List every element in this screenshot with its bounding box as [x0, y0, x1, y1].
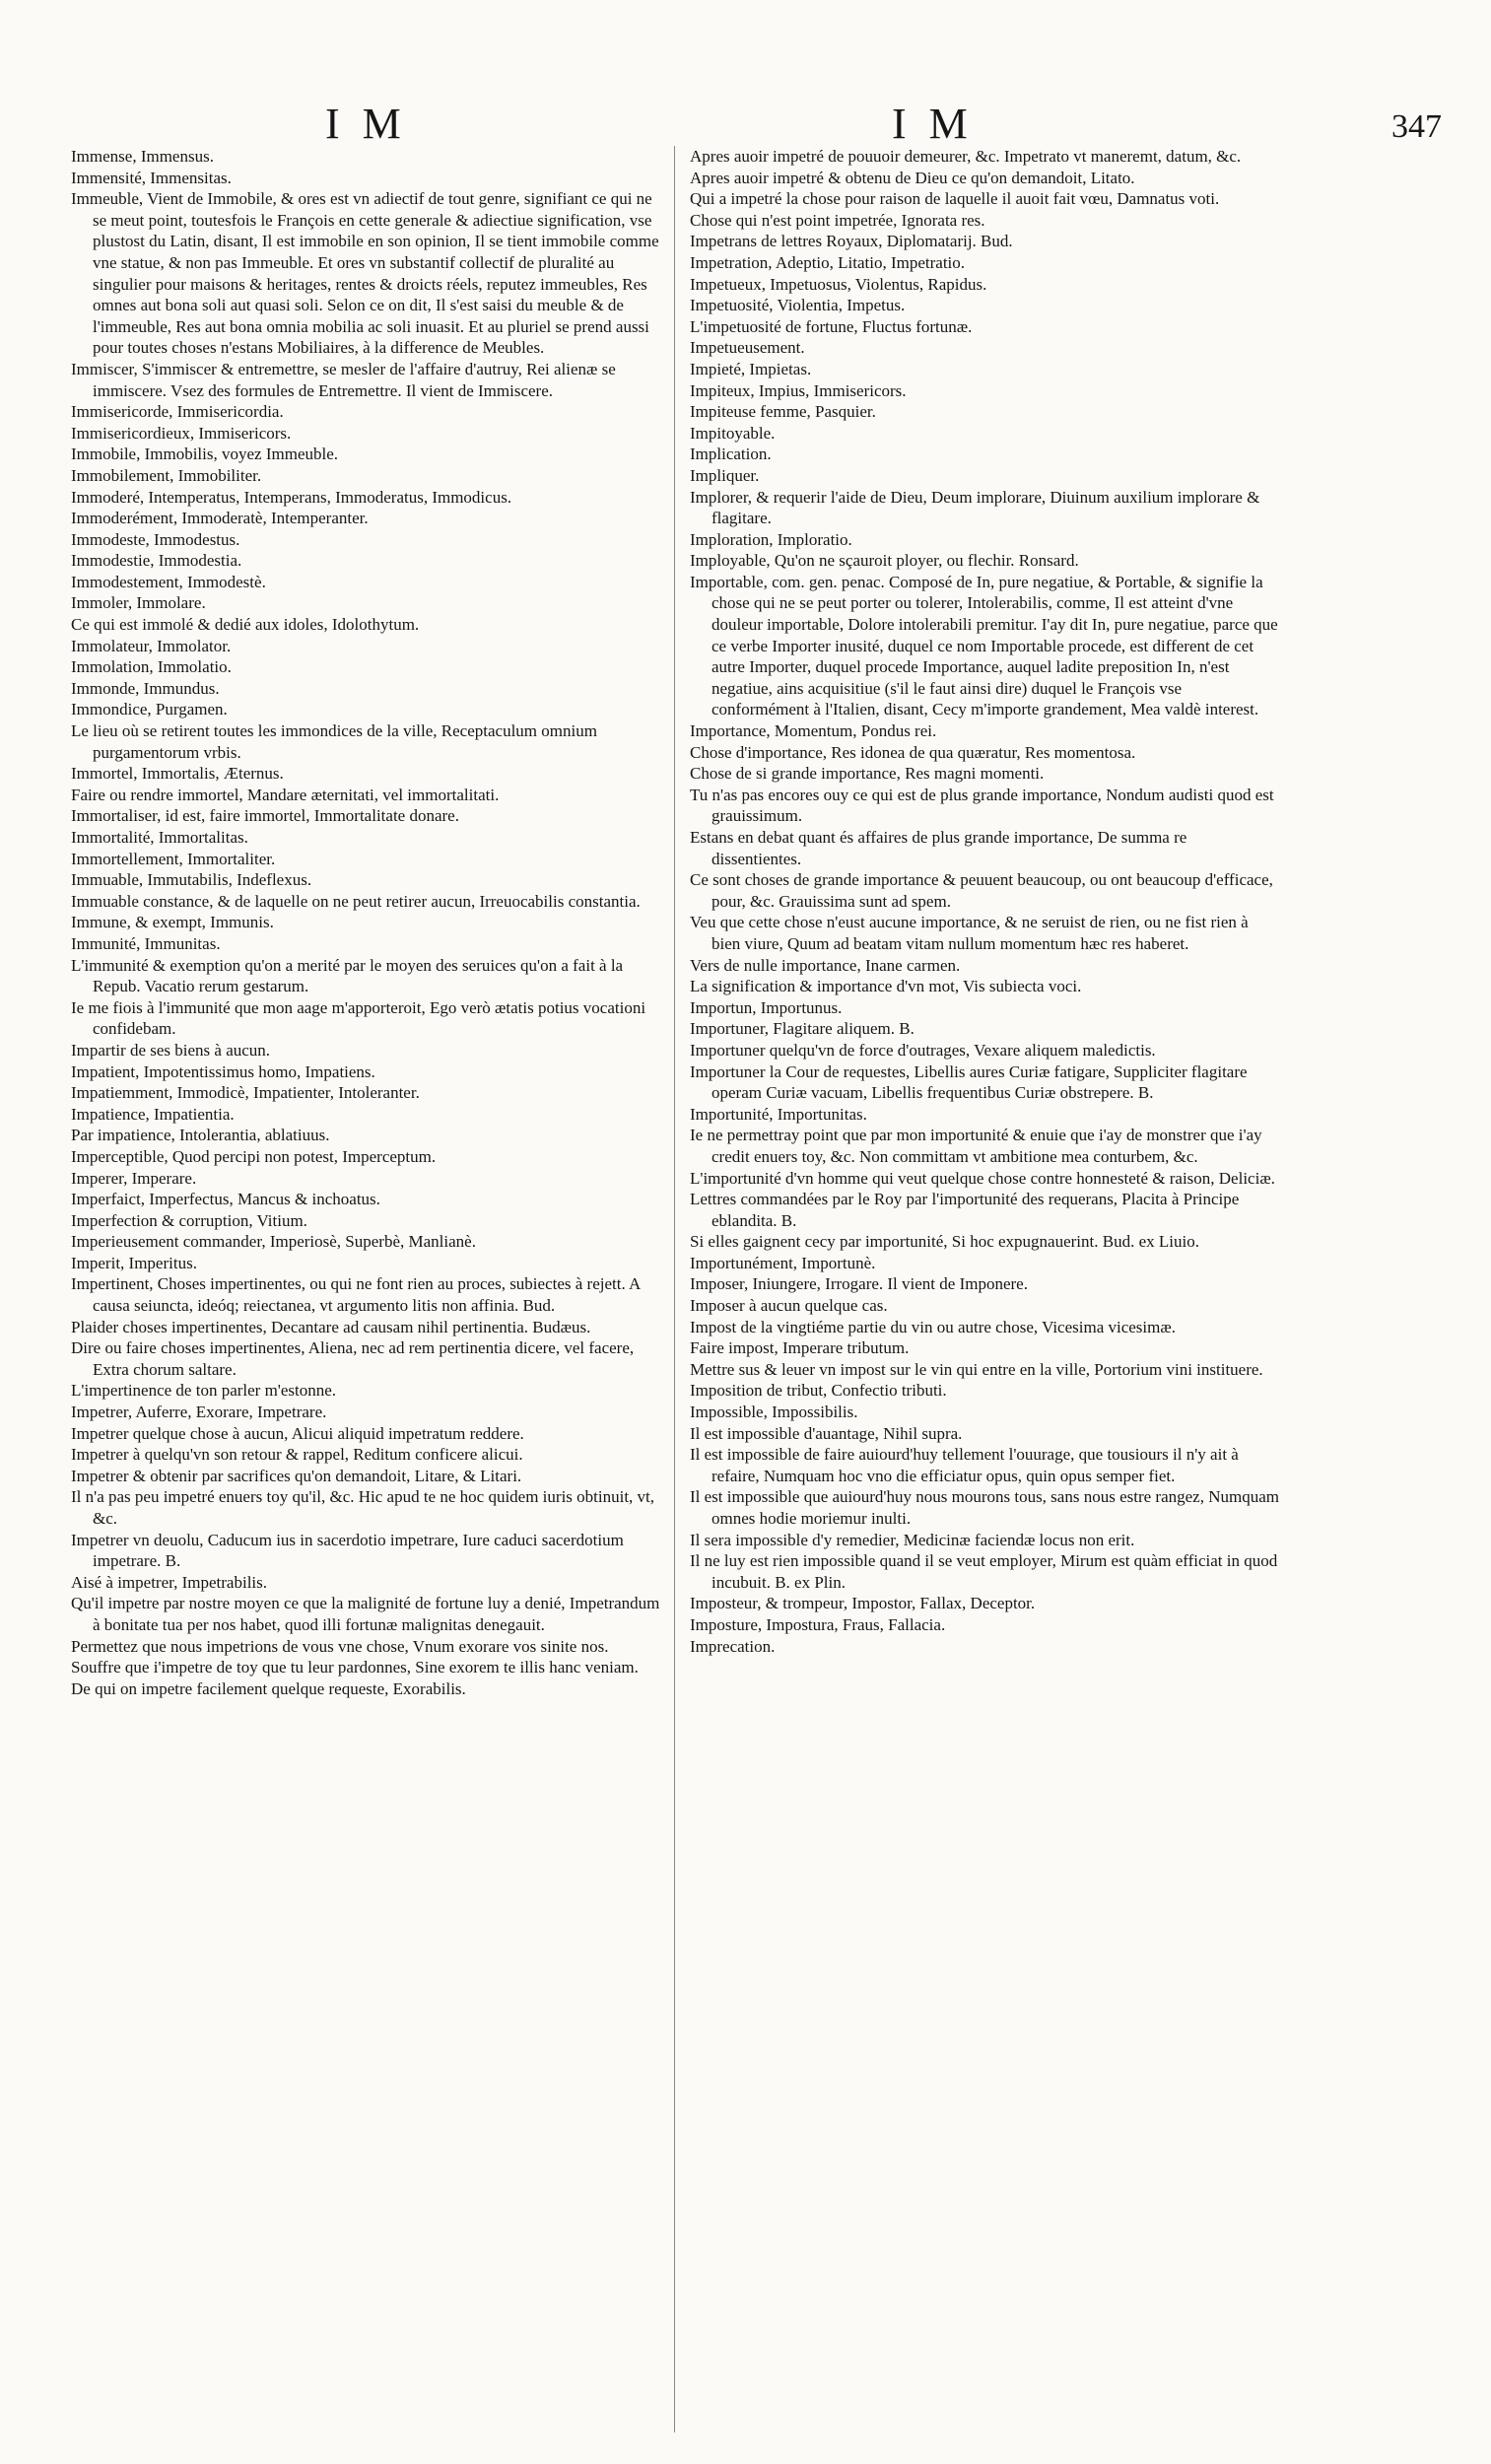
dictionary-entry: Il est impossible de faire auiourd'huy tellement l'ouurage, que tousiours il n'y ait à refaire, Numquam hoc vno die efficiatur opus, quin opus semper fiet. [690, 1445, 1239, 1485]
dictionary-entry: Implication. [690, 445, 772, 464]
dictionary-entry: Imperer, Imperare. [71, 1168, 197, 1188]
dictionary-entry: Immuable constance, & de laquelle on ne peut retirer aucun, Irreuocabilis constantia. [71, 891, 641, 911]
dictionary-entry: Impetrans de lettres Royaux, Diplomatarij. Bud. [690, 232, 1013, 251]
dictionary-entry: Il est impossible que auiourd'huy nous mourons tous, sans nous estre rangez, Numquam omnes hodie moriemur inulti. [690, 1487, 1279, 1528]
dictionary-entry: Apres auoir impetré de pouuoir demeurer, &c. Impetrato vt maneremt, datum, &c. [690, 147, 1242, 166]
dictionary-entry: Le lieu où se retirent toutes les immondices de la ville, Receptaculum omnium purgamentorum vrbis. [71, 721, 597, 762]
left-column [71, 146, 667, 2432]
dictionary-entry: Impetueusement. [690, 338, 805, 358]
dictionary-entry: Ie me fiois à l'immunité que mon aage m'apporteroit, Ego verò ætatis potius vocationi confidebam. [71, 997, 646, 1039]
dictionary-entry: Impetrer, Auferre, Exorare, Impetrare. [71, 1403, 327, 1422]
dictionary-entry: Impetrer vn deuolu, Caducum ius in sacerdotio impetrare, Iure caduci sacerdotium impetrare. B. [71, 1530, 624, 1571]
dictionary-entry: L'immunité & exemption qu'on a merité par le moyen des seruices qu'on a fait à la Repub. Vacatio rerum gestarum. [71, 955, 624, 996]
dictionary-entry: Importunément, Importunè. [690, 1253, 876, 1272]
dictionary-entry: Impetrer à quelqu'vn son retour & rappel, Reditum conficere alicui. [71, 1445, 523, 1465]
dictionary-entry: Ce sont choses de grande importance & peuuent beaucoup, ou ont beaucoup d'efficace, pour, &c. Grauissima sunt ad spem. [690, 870, 1273, 911]
dictionary-entry: Veu que cette chose n'eust aucune importance, & ne seruist de rien, ou ne fist rien à bien viure, Quum ad beatam vitam nullum momentum hæc res haberet. [690, 913, 1249, 953]
dictionary-entry: Il est impossible d'auantage, Nihil supra. [690, 1423, 963, 1443]
dictionary-entry: Immortel, Immortalis, Æternus. [71, 764, 284, 784]
dictionary-entry: Impliquer. [690, 465, 760, 485]
dictionary-entry: Imploration, Imploratio. [690, 529, 852, 549]
dictionary-entry: Implorer, & requerir l'aide de Dieu, Deum implorare, Diuinum auxilium implorare & flagitare. [690, 487, 1260, 528]
dictionary-entry: Importunité, Importunitas. [690, 1104, 867, 1124]
dictionary-entry: Immisericorde, Immisericordia. [71, 402, 284, 422]
dictionary-entry: Imposture, Impostura, Fraus, Fallacia. [690, 1614, 946, 1634]
dictionary-entry: Immobile, Immobilis, voyez Immeuble. [71, 445, 339, 464]
column-divider [674, 146, 675, 2432]
dictionary-entry: Immense, Immensus. [71, 147, 214, 166]
dictionary-entry: Impetueux, Impetuosus, Violentus, Rapidus. [690, 274, 987, 294]
dictionary-entry: Il sera impossible d'y remedier, Medicinæ faciendæ locus non erit. [690, 1530, 1135, 1549]
dictionary-entry: Impertinent, Choses impertinentes, ou qui ne font rien au proces, subiectes à rejett. A causa seiuncta, ideóq; reiectanea, vt argumento litis non affinia. Bud. [71, 1274, 641, 1316]
dictionary-entry: Impossible, Impossibilis. [690, 1403, 858, 1422]
dictionary-entry: Impitoyable. [690, 423, 776, 443]
dictionary-entry: Immunité, Immunitas. [71, 933, 221, 953]
dictionary-entry: Chose de si grande importance, Res magni momenti. [690, 764, 1045, 784]
right-column [690, 146, 1279, 2432]
dictionary-entry: Faire ou rendre immortel, Mandare æternitati, vel immortalitati. [71, 785, 500, 804]
dictionary-entry: Immuable, Immutabilis, Indeflexus. [71, 870, 312, 890]
dictionary-entry: L'importunité d'vn homme qui veut quelque chose contre honnesteté & raison, Deliciæ. [690, 1168, 1275, 1188]
dictionary-entry: Imperit, Imperitus. [71, 1253, 197, 1272]
dictionary-entry: Par impatience, Intolerantia, ablatiuus. [71, 1126, 330, 1145]
dictionary-entry: Immodestie, Immodestia. [71, 551, 242, 571]
dictionary-entry: Immondice, Purgamen. [71, 700, 228, 719]
dictionary-entry: Ie ne permettray point que par mon importunité & enuie que i'ay de monstrer que i'ay credit enuers toy, &c. Non committam vt ambitione mea conturbem, &c. [690, 1126, 1262, 1166]
dictionary-entry: La signification & importance d'vn mot, Vis subiecta voci. [690, 977, 1082, 996]
running-head-left: I M [325, 100, 407, 148]
dictionary-entry: Impetrer quelque chose à aucun, Alicui aliquid impetratum reddere. [71, 1423, 524, 1443]
dictionary-entry: Immensité, Immensitas. [71, 168, 232, 187]
dictionary-entry: Impatient, Impotentissimus homo, Impatiens. [71, 1061, 375, 1081]
dictionary-entry: Immortalité, Immortalitas. [71, 828, 248, 847]
dictionary-entry: Immodestement, Immodestè. [71, 572, 266, 591]
dictionary-entry: Imperieusement commander, Imperiosè, Superbè, Manlianè. [71, 1232, 476, 1252]
dictionary-entry: Tu n'as pas encores ouy ce qui est de plus grande importance, Nondum audisti quod est grauissimum. [690, 785, 1274, 826]
dictionary-entry: Immoderé, Intemperatus, Intemperans, Immoderatus, Immodicus. [71, 487, 512, 507]
dictionary-entry: Chose d'importance, Res idonea de qua quæratur, Res momentosa. [690, 742, 1136, 762]
dictionary-entry: Immiscer, S'immiscer & entremettre, se mesler de l'affaire d'autruy, Rei alienæ se immiscere. Vsez des formules de Entremettre. Il vient de Immiscere. [71, 359, 616, 400]
dictionary-entry: Importable, com. gen. penac. Composé de In, pure negatiue, & Portable, & signifie la chose qui ne se peut porter ou tolerer, Intolerabilis, comme, Il est atteint d'vne douleur importable, Dolore intolerabili premitur. I'ay dit In, pure negatiue, parce que ce verbe Importer inusité, duquel ce nom Importable procede, est different de cet autre Importer, duquel procede Importance, auquel ladite preposition In, n'est negatiue, ains acquisitiue (s'il le faut ainsi dire) duquel le François vse conformément à l'Italien, disant, Cecy m'importe grandement, Mea valdè interest. [690, 572, 1278, 719]
dictionary-entry: Aisé à impetrer, Impetrabilis. [71, 1572, 268, 1592]
dictionary-entry: Immisericordieux, Immisericors. [71, 423, 292, 443]
dictionary-entry: Mettre sus & leuer vn impost sur le vin qui entre en la ville, Portorium vini instituere. [690, 1359, 1263, 1379]
dictionary-entry: Immoderément, Immoderatè, Intemperanter. [71, 509, 369, 528]
dictionary-entry: Souffre que i'impetre de toy que tu leur pardonnes, Sine exorem te illis hanc veniam. [71, 1658, 639, 1677]
dictionary-entry: Il ne luy est rien impossible quand il se veut employer, Mirum est quàm efficiat in quod incubuit. B. ex Plin. [690, 1551, 1278, 1592]
dictionary-entry: Impatience, Impatientia. [71, 1104, 235, 1124]
dictionary-entry: Imperfection & corruption, Vitium. [71, 1210, 307, 1230]
dictionary-entry: Impatiemment, Immodicè, Impatienter, Intoleranter. [71, 1083, 420, 1103]
dictionary-entry: Chose qui n'est point impetrée, Ignorata res. [690, 210, 985, 230]
dictionary-entry: Immolation, Immolatio. [71, 657, 232, 677]
running-head-right: I M [892, 100, 974, 148]
dictionary-entry: Impiteux, Impius, Immisericors. [690, 380, 907, 400]
dictionary-entry: Lettres commandées par le Roy par l'importunité des requerans, Placita à Principe eblandita. B. [690, 1190, 1240, 1230]
dictionary-entry: Qui a impetré la chose pour raison de laquelle il auoit fait vœu, Damnatus voti. [690, 189, 1220, 209]
dictionary-entry: Importuner la Cour de requestes, Libellis aures Curiæ fatigare, Suppliciter flagitare operam Curiæ vacuam, Libellis frequentibus Curiæ obstrepere. B. [690, 1061, 1248, 1103]
dictionary-entry: Importuner quelqu'vn de force d'outrages, Vexare aliquem maledictis. [690, 1040, 1156, 1060]
dictionary-entry: Imposteur, & trompeur, Impostor, Fallax, Deceptor. [690, 1594, 1036, 1613]
dictionary-entry: Immoler, Immolare. [71, 593, 206, 613]
dictionary-entry: Si elles gaignent cecy par importunité, Si hoc expugnauerint. Bud. ex Liuio. [690, 1232, 1199, 1252]
dictionary-entry: Imposition de tribut, Confectio tributi. [690, 1381, 947, 1401]
dictionary-entry: Impiteuse femme, Pasquier. [690, 402, 876, 422]
dictionary-entry: Immodeste, Immodestus. [71, 529, 240, 549]
dictionary-entry: Immeuble, Vient de Immobile, & ores est vn adiectif de tout genre, signifiant ce qui ne se meut point, toutesfois le François en cette generale & adiectiue signification, vse plustost du Latin, disant, Il est immobile en son opinion, Il se tient immobile comme vne statue, & non pas Immeuble. Et ores vn substantif collectif de pluralité au singulier pour maisons & heritages, rentes & droicts réels, reputez immeubles, Res omnes aut bona soli aut quasi soli. Selon ce on dit, Il s'est saisi du meuble & de l'immeuble, Res aut bona omnia mobilia ac soli inuasit. Et au pluriel se prend aussi pour toutes choses n'estans Mobiliaires, à la difference de Meubles. [71, 189, 659, 358]
dictionary-entry: Imployable, Qu'on ne sçauroit ployer, ou flechir. Ronsard. [690, 551, 1079, 571]
dictionary-entry: Imposer, Iniungere, Irrogare. Il vient de Imponere. [690, 1274, 1028, 1294]
dictionary-entry: Apres auoir impetré & obtenu de Dieu ce qu'on demandoit, Litato. [690, 168, 1135, 187]
dictionary-entry: Permettez que nous impetrions de vous vne chose, Vnum exorare vos sinite nos. [71, 1636, 609, 1656]
dictionary-entry: Immolateur, Immolator. [71, 636, 232, 655]
dictionary-entry: Impetrer & obtenir par sacrifices qu'on demandoit, Litare, & Litari. [71, 1466, 522, 1485]
dictionary-entry: Dire ou faire choses impertinentes, Aliena, nec ad rem pertinentia dicere, vel facere, Extra chorum saltare. [71, 1338, 635, 1379]
dictionary-entry: Importance, Momentum, Pondus rei. [690, 721, 937, 741]
dictionary-entry: Importuner, Flagitare aliquem. B. [690, 1019, 915, 1039]
dictionary-entry: Impartir de ses biens à aucun. [71, 1040, 271, 1060]
dictionary-entry: Faire impost, Imperare tributum. [690, 1338, 910, 1358]
dictionary-entry: Immune, & exempt, Immunis. [71, 913, 274, 932]
dictionary-entry: Plaider choses impertinentes, Decantare ad causam nihil pertinentia. Budæus. [71, 1317, 591, 1336]
dictionary-entry: Vers de nulle importance, Inane carmen. [690, 955, 961, 975]
dictionary-entry: Imperfaict, Imperfectus, Mancus & inchoatus. [71, 1190, 380, 1209]
dictionary-entry: Impetuosité, Violentia, Impetus. [690, 296, 906, 315]
dictionary-entry: Impieté, Impietas. [690, 359, 812, 378]
dictionary-entry: Immortaliser, id est, faire immortel, Immortalitate donare. [71, 806, 459, 826]
dictionary-entry: Immobilement, Immobiliter. [71, 465, 262, 485]
dictionary-entry: Il n'a pas peu impetré enuers toy qu'il, &c. Hic apud te ne hoc quidem iuris obtinuit, vt, &c. [71, 1487, 655, 1528]
dictionary-entry: Ce qui est immolé & dedié aux idoles, Idolothytum. [71, 615, 420, 635]
dictionary-entry: Immortellement, Immortaliter. [71, 849, 276, 868]
dictionary-entry: Imperceptible, Quod percipi non potest, Imperceptum. [71, 1146, 437, 1166]
page-number: 347 [1391, 108, 1442, 145]
dictionary-entry: Imposer à aucun quelque cas. [690, 1296, 888, 1316]
dictionary-entry: Importun, Importunus. [690, 997, 843, 1017]
dictionary-entry: Impost de la vingtiéme partie du vin ou autre chose, Vicesima vicesimæ. [690, 1317, 1176, 1336]
dictionary-entry: Immonde, Immundus. [71, 678, 220, 698]
dictionary-entry: Estans en debat quant és affaires de plus grande importance, De summa re dissentientes. [690, 828, 1187, 868]
dictionary-entry: Impetration, Adeptio, Litatio, Impetratio. [690, 252, 966, 272]
dictionary-entry: Imprecation. [690, 1636, 776, 1656]
dictionary-entry: Qu'il impetre par nostre moyen ce que la malignité de fortune luy a denié, Impetrandum à bonitate tua per nos habet, quod illi fortunæ malignitas denegauit. [71, 1594, 660, 1634]
dictionary-entry: L'impetuosité de fortune, Fluctus fortunæ. [690, 316, 973, 336]
dictionary-entry: De qui on impetre facilement quelque requeste, Exorabilis. [71, 1678, 466, 1698]
dictionary-entry: L'impertinence de ton parler m'estonne. [71, 1381, 337, 1401]
